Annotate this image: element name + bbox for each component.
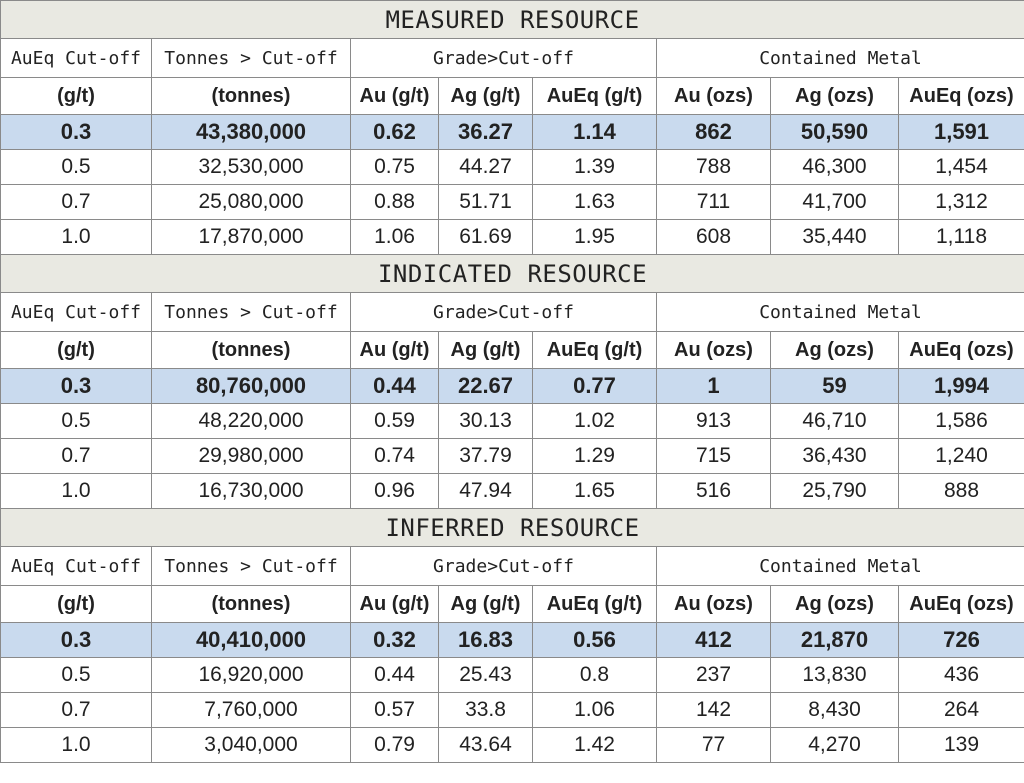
ag-ozs-cell: 4,270 — [771, 728, 899, 763]
au-ozs-cell: 862 — [657, 115, 771, 150]
tonnes-header: Tonnes > Cut-off — [152, 547, 351, 586]
ag-grade-cell: 33.8 — [439, 693, 533, 728]
grade-header: Grade>Cut-off — [351, 39, 657, 78]
au-grade-cell: 0.79 — [351, 728, 439, 763]
aueq-ozs-cell: 1,118 — [899, 220, 1024, 255]
aueq-grade-cell: 0.8 — [533, 658, 657, 693]
au-ozs-header: Au (ozs) — [657, 332, 771, 369]
ag-ozs-cell: 46,710 — [771, 404, 899, 439]
aueq-grade-cell: 1.02 — [533, 404, 657, 439]
ag-grade-cell: 43.64 — [439, 728, 533, 763]
aueq-grade-cell: 0.56 — [533, 623, 657, 658]
ag-grade-cell: 44.27 — [439, 150, 533, 185]
au-grade-cell: 0.96 — [351, 474, 439, 509]
contained-metal-header: Contained Metal — [657, 39, 1024, 78]
tonnes-header: Tonnes > Cut-off — [152, 293, 351, 332]
tonnes-cell: 43,380,000 — [152, 115, 351, 150]
ag-ozs-cell: 8,430 — [771, 693, 899, 728]
aueq-grade-cell: 1.29 — [533, 439, 657, 474]
ag-ozs-cell: 41,700 — [771, 185, 899, 220]
ag-grade-header: Ag (g/t) — [439, 332, 533, 369]
aueq-ozs-cell: 264 — [899, 693, 1024, 728]
aueq-ozs-cell: 436 — [899, 658, 1024, 693]
aueq-grade-cell: 1.06 — [533, 693, 657, 728]
ag-ozs-cell: 36,430 — [771, 439, 899, 474]
aueq-ozs-cell: 139 — [899, 728, 1024, 763]
ag-grade-cell: 51.71 — [439, 185, 533, 220]
ag-grade-cell: 36.27 — [439, 115, 533, 150]
au-grade-header: Au (g/t) — [351, 78, 439, 115]
au-grade-cell: 0.75 — [351, 150, 439, 185]
contained-metal-header: Contained Metal — [657, 293, 1024, 332]
au-grade-cell: 0.44 — [351, 369, 439, 404]
aueq-ozs-cell: 1,586 — [899, 404, 1024, 439]
au-grade-header: Au (g/t) — [351, 332, 439, 369]
ag-ozs-cell: 46,300 — [771, 150, 899, 185]
cutoff-unit-header: (g/t) — [1, 332, 152, 369]
au-grade-cell: 0.59 — [351, 404, 439, 439]
aueq-ozs-cell: 1,591 — [899, 115, 1024, 150]
au-grade-cell: 0.62 — [351, 115, 439, 150]
aueq-grade-cell: 1.39 — [533, 150, 657, 185]
ag-grade-header: Ag (g/t) — [439, 586, 533, 623]
tonnes-cell: 3,040,000 — [152, 728, 351, 763]
table-row — [1, 728, 1024, 763]
grade-header: Grade>Cut-off — [351, 293, 657, 332]
au-grade-cell: 0.88 — [351, 185, 439, 220]
measured-section-title-row — [1, 1, 1024, 39]
ag-ozs-cell: 21,870 — [771, 623, 899, 658]
au-grade-cell: 1.06 — [351, 220, 439, 255]
tonnes-cell: 40,410,000 — [152, 623, 351, 658]
indicated-section-title-row — [1, 255, 1024, 293]
aueq-grade-cell: 1.63 — [533, 185, 657, 220]
contained-metal-header: Contained Metal — [657, 547, 1024, 586]
tonnes-cell: 48,220,000 — [152, 404, 351, 439]
ag-ozs-cell: 13,830 — [771, 658, 899, 693]
grade-header: Grade>Cut-off — [351, 547, 657, 586]
cutoff-header: AuEq Cut-off — [1, 293, 152, 332]
au-ozs-cell: 77 — [657, 728, 771, 763]
column-unit-header-row — [1, 586, 1024, 623]
cutoff-cell: 0.5 — [1, 404, 152, 439]
aueq-grade-cell: 1.14 — [533, 115, 657, 150]
au-ozs-cell: 237 — [657, 658, 771, 693]
aueq-grade-cell: 1.42 — [533, 728, 657, 763]
tonnes-unit-header: (tonnes) — [152, 332, 351, 369]
aueq-ozs-cell: 726 — [899, 623, 1024, 658]
table-row — [1, 693, 1024, 728]
au-ozs-cell: 142 — [657, 693, 771, 728]
cutoff-unit-header: (g/t) — [1, 78, 152, 115]
cutoff-cell: 1.0 — [1, 728, 152, 763]
tonnes-cell: 7,760,000 — [152, 693, 351, 728]
ag-ozs-cell: 25,790 — [771, 474, 899, 509]
table-row — [1, 439, 1024, 474]
au-grade-cell: 0.57 — [351, 693, 439, 728]
ag-ozs-cell: 59 — [771, 369, 899, 404]
cutoff-cell: 1.0 — [1, 474, 152, 509]
ag-grade-cell: 25.43 — [439, 658, 533, 693]
cutoff-cell: 1.0 — [1, 220, 152, 255]
tonnes-cell: 16,730,000 — [152, 474, 351, 509]
au-ozs-cell: 516 — [657, 474, 771, 509]
table-row — [1, 369, 1024, 404]
au-ozs-header: Au (ozs) — [657, 78, 771, 115]
tonnes-unit-header: (tonnes) — [152, 586, 351, 623]
ag-ozs-cell: 50,590 — [771, 115, 899, 150]
aueq-ozs-cell: 1,994 — [899, 369, 1024, 404]
au-grade-cell: 0.74 — [351, 439, 439, 474]
tonnes-cell: 32,530,000 — [152, 150, 351, 185]
ag-grade-cell: 37.79 — [439, 439, 533, 474]
column-unit-header-row — [1, 78, 1024, 115]
tonnes-cell: 29,980,000 — [152, 439, 351, 474]
column-unit-header-row — [1, 332, 1024, 369]
au-ozs-cell: 711 — [657, 185, 771, 220]
aueq-ozs-cell: 1,240 — [899, 439, 1024, 474]
table-row — [1, 658, 1024, 693]
aueq-grade-header: AuEq (g/t) — [533, 78, 657, 115]
ag-ozs-header: Ag (ozs) — [771, 78, 899, 115]
table-row — [1, 404, 1024, 439]
ag-ozs-header: Ag (ozs) — [771, 586, 899, 623]
aueq-ozs-header: AuEq (ozs) — [899, 332, 1024, 369]
table-row — [1, 623, 1024, 658]
table-row — [1, 220, 1024, 255]
aueq-grade-cell: 1.95 — [533, 220, 657, 255]
ag-grade-cell: 47.94 — [439, 474, 533, 509]
tonnes-header: Tonnes > Cut-off — [152, 39, 351, 78]
table-row — [1, 185, 1024, 220]
aueq-grade-cell: 1.65 — [533, 474, 657, 509]
cutoff-unit-header: (g/t) — [1, 586, 152, 623]
tonnes-cell: 80,760,000 — [152, 369, 351, 404]
cutoff-cell: 0.7 — [1, 185, 152, 220]
cutoff-cell: 0.3 — [1, 369, 152, 404]
cutoff-cell: 0.5 — [1, 150, 152, 185]
ag-grade-cell: 22.67 — [439, 369, 533, 404]
ag-grade-cell: 16.83 — [439, 623, 533, 658]
cutoff-header: AuEq Cut-off — [1, 39, 152, 78]
cutoff-cell: 0.3 — [1, 623, 152, 658]
column-group-header-row — [1, 293, 1024, 332]
column-group-header-row — [1, 39, 1024, 78]
ag-grade-cell: 61.69 — [439, 220, 533, 255]
aueq-grade-cell: 0.77 — [533, 369, 657, 404]
au-ozs-cell: 1 — [657, 369, 771, 404]
ag-ozs-cell: 35,440 — [771, 220, 899, 255]
au-grade-cell: 0.44 — [351, 658, 439, 693]
tonnes-cell: 16,920,000 — [152, 658, 351, 693]
aueq-ozs-cell: 1,454 — [899, 150, 1024, 185]
au-ozs-cell: 913 — [657, 404, 771, 439]
ag-grade-header: Ag (g/t) — [439, 78, 533, 115]
aueq-grade-header: AuEq (g/t) — [533, 332, 657, 369]
au-grade-header: Au (g/t) — [351, 586, 439, 623]
inferred-section-title-row — [1, 509, 1024, 547]
aueq-ozs-cell: 888 — [899, 474, 1024, 509]
cutoff-cell: 0.5 — [1, 658, 152, 693]
aueq-grade-header: AuEq (g/t) — [533, 586, 657, 623]
au-grade-cell: 0.32 — [351, 623, 439, 658]
au-ozs-header: Au (ozs) — [657, 586, 771, 623]
tonnes-cell: 25,080,000 — [152, 185, 351, 220]
au-ozs-cell: 412 — [657, 623, 771, 658]
au-ozs-cell: 715 — [657, 439, 771, 474]
section-title: INFERRED RESOURCE — [1, 509, 1024, 547]
tonnes-cell: 17,870,000 — [152, 220, 351, 255]
aueq-ozs-header: AuEq (ozs) — [899, 586, 1024, 623]
ag-grade-cell: 30.13 — [439, 404, 533, 439]
cutoff-header: AuEq Cut-off — [1, 547, 152, 586]
section-title: MEASURED RESOURCE — [1, 1, 1024, 39]
au-ozs-cell: 608 — [657, 220, 771, 255]
aueq-ozs-cell: 1,312 — [899, 185, 1024, 220]
aueq-ozs-header: AuEq (ozs) — [899, 78, 1024, 115]
ag-ozs-header: Ag (ozs) — [771, 332, 899, 369]
cutoff-cell: 0.7 — [1, 693, 152, 728]
cutoff-cell: 0.7 — [1, 439, 152, 474]
table-row — [1, 474, 1024, 509]
cutoff-cell: 0.3 — [1, 115, 152, 150]
column-group-header-row — [1, 547, 1024, 586]
au-ozs-cell: 788 — [657, 150, 771, 185]
table-row — [1, 115, 1024, 150]
table-row — [1, 150, 1024, 185]
tonnes-unit-header: (tonnes) — [152, 78, 351, 115]
section-title: INDICATED RESOURCE — [1, 255, 1024, 293]
